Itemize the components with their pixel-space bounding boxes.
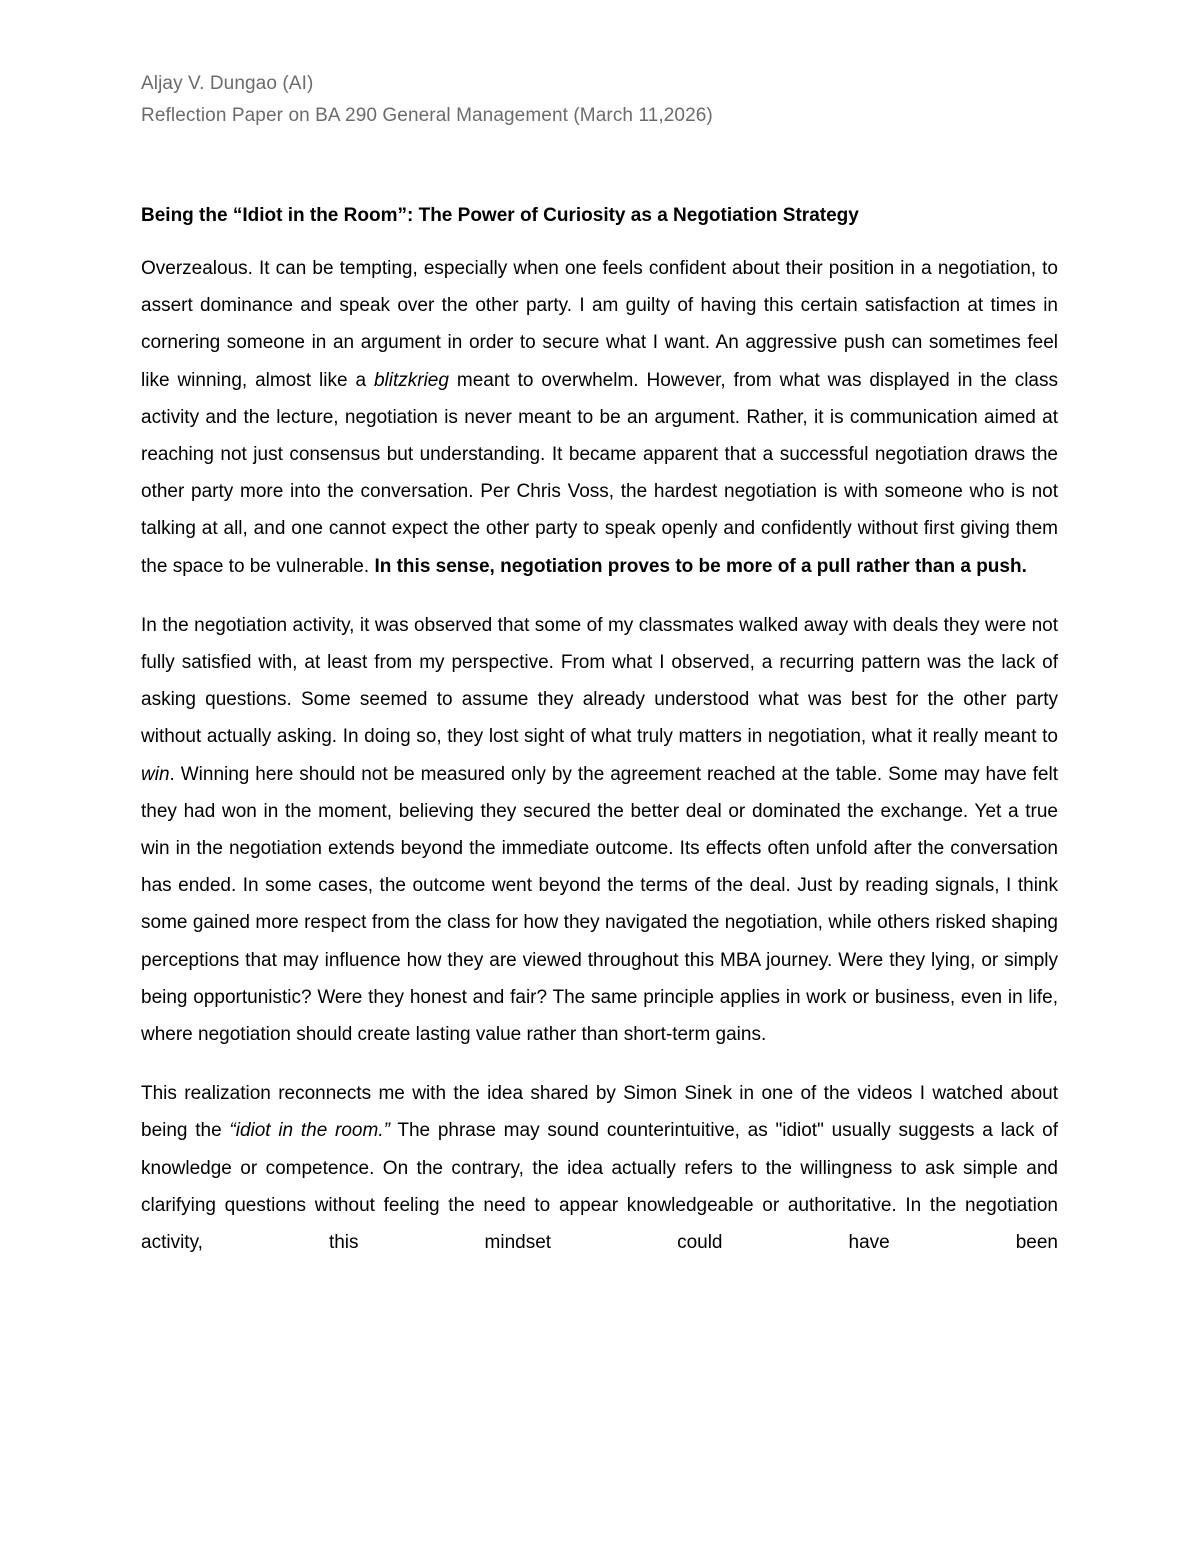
text-segment: Overzealous. It can be tempting, especially when one feels confident about their position in a negotiation, to assert dominance and speak over the other party. I am guilty of having this certain satisfaction at times in cornering someone in an argument in order to secure what I want. An aggressive push can sometimes feel like winning, almost like a — [141, 258, 1058, 391]
emphasis-segment: “idiot in the room.” — [229, 1120, 390, 1142]
document-page — [141, 68, 1058, 1261]
bold-segment: In this sense, negotiation proves to be more of a pull rather than a push. — [374, 555, 1027, 577]
paper-title: Being the “Idiot in the Room”: The Power of Curiosity as a Negotiation Strategy — [141, 205, 859, 226]
paper-subtitle: Reflection Paper on BA 290 General Management (March 11,2026) — [141, 105, 713, 126]
text-segment: . Winning here should not be measured only by the agreement reached at the table. Some may have felt they had won in the moment, believing they secured the better deal or dominated the exchange. Yet a true win in the negotiation extends beyond the immediate outcome. Its effects often unfold after the conversation has ended. In some cases, the outcome went beyond the terms of the deal. Just by reading signals, I think some gained more respect from the class for how they navigated the negotiation, while others risked shaping perceptions that may influence how they are viewed throughout this MBA journey. Were they lying, or simply being opportunistic? Were they honest and fair? The same principle applies in work or business, even in life, where negotiation should create lasting value rather than short-term gains. — [141, 763, 1058, 1046]
paragraph-3 — [141, 1075, 1058, 1261]
text-segment: The phrase may sound counterintuitive, as "idiot" usually suggests a lack of knowledge or competence. On the contrary, the idea actually refers to the willingness to ask simple and clarifying questions without feeling the need to appear knowledgeable or authoritative. In the negotiation activity, this mindset could have been — [141, 1120, 1058, 1254]
emphasis-segment: blitzkrieg — [373, 369, 449, 391]
paragraph-2 — [141, 607, 1058, 1053]
author-line: Aljay V. Dungao (AI) — [141, 73, 314, 94]
text-segment: This realization reconnects me with the idea shared by Simon Sinek in one of the videos I watched about being the — [141, 1083, 1058, 1142]
text-segment: meant to overwhelm. However, from what was displayed in the class activity and the lecture, negotiation is never meant to be an argument. Rather, it is communication aimed at reaching not just consensus but understanding. It became apparent that a successful negotiation draws the other party more into the conversation. Per Chris Voss, the hardest negotiation is with someone who is not talking at all, and one cannot expect the other party to speak openly and confidently without first giving them the space to be vulnerable. — [141, 369, 1058, 577]
text-segment: In the negotiation activity, it was observed that some of my classmates walked away with deals they were not fully satisfied with, at least from my perspective. From what I observed, a recurring pattern was the lack of asking questions. Some seemed to assume they already understood what was best for the other party without actually asking. In doing so, they lost sight of what truly matters in negotiation, what it really meant to — [141, 614, 1058, 748]
paragraph-1 — [141, 250, 1058, 585]
emphasis-segment: win — [141, 763, 170, 785]
